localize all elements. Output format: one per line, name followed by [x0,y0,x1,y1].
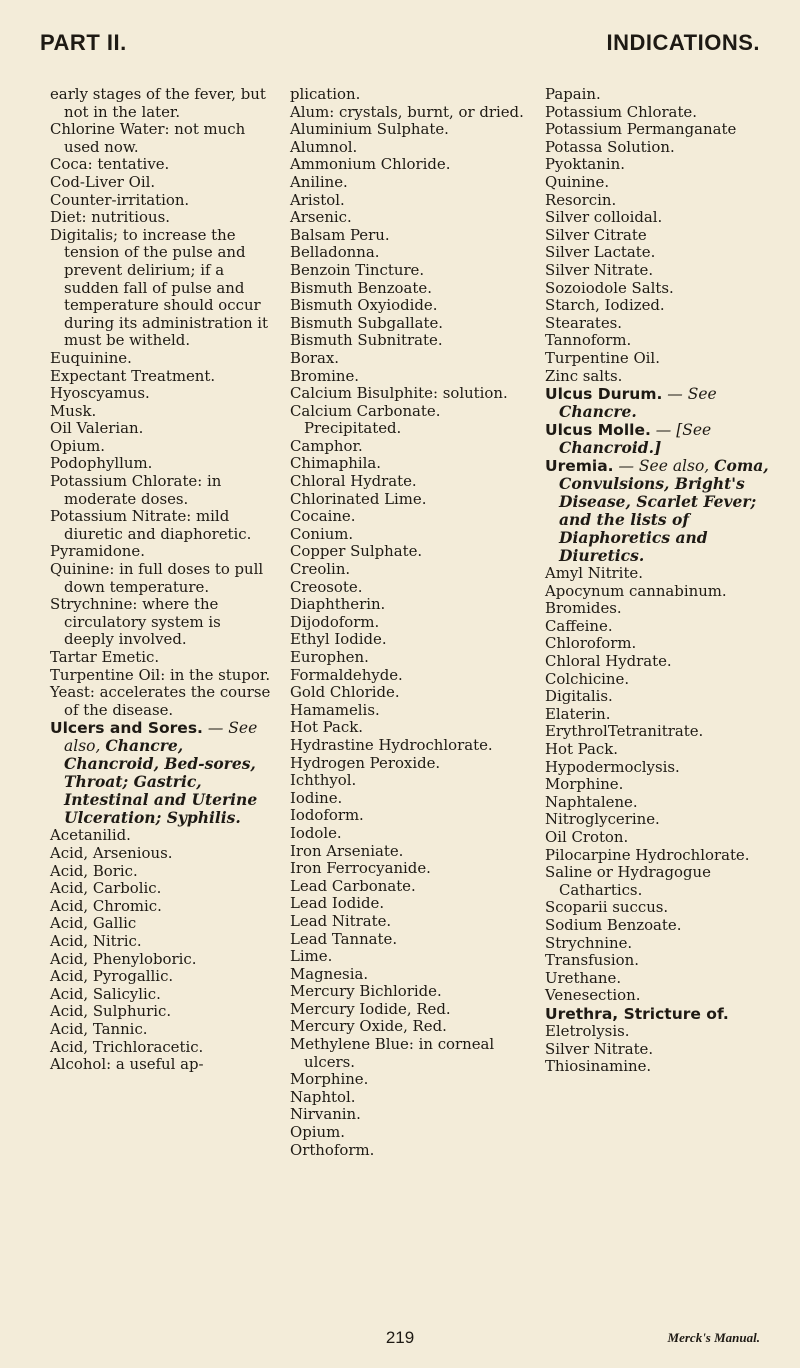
list-entry: Alumnol. [290,137,358,156]
list-entry: Quinine. [545,172,610,191]
list-entry: Ammonium Chloride. [290,155,451,174]
list-entry: Urethane. [545,968,622,987]
list-entry: Camphor. [290,436,363,455]
list-entry: Nirvanin. [290,1105,361,1124]
list-entry: Pyramidone. [50,542,145,561]
see-also: See also, [638,457,715,476]
column-2 [290,86,530,1159]
list-entry: Alcohol: a useful ap- [50,1055,204,1074]
column-1 [50,86,272,1074]
list-entry: Potassium Chlorate. [545,102,697,121]
list-entry: Acid, Carbolic. [50,879,162,898]
list-entry: Calcium Bisulphite: solution. [290,384,508,403]
list-entry: Pilocarpine Hydrochlorate. [545,845,750,864]
list-entry: Strychnine: where the circulatory system is deeply involved. [50,595,221,649]
list-entry: Counter-irritation. [50,190,190,209]
part-heading: PART II. [40,30,127,55]
list-entry: Benzoin Tincture. [290,260,425,279]
list-entry: Ichthyol. [290,771,357,790]
list-entry: Acid, Trichloracetic. [50,1037,204,1056]
urethra-entries [545,1023,770,1076]
list-entry: Transfusion. [545,951,639,970]
list-entry: Acid, Arsenious. [50,843,173,862]
list-entry: Scoparii succus. [545,898,669,917]
list-entry: Chloroform. [545,634,637,653]
list-entry: Gold Chloride. [290,683,400,702]
list-entry: Bismuth Benzoate. [290,278,432,297]
list-entry: Iodoform. [290,806,364,825]
list-entry: Acetanilid. [50,826,131,845]
list-entry: Silver Citrate [545,225,647,244]
list-entry: Aluminium Sulphate. [290,120,449,139]
list-entry: Opium. [290,1123,345,1142]
list-entry: Nitroglycerine. [545,810,660,829]
list-entry: Morphine. [290,1070,369,1089]
list-entry: Sozoiodole Salts. [545,278,674,297]
list-entry: Ethyl Iodide. [290,630,387,649]
list-entry: Bromine. [290,366,360,385]
list-entry: Acid, Sulphuric. [50,1002,172,1021]
list-entry: Naphtol. [290,1087,356,1106]
section-urethra-stricture [545,1005,770,1023]
list-entry: Musk. [50,401,97,420]
list-entry: Copper Sulphate. [290,542,423,561]
list-entry: Eletrolysis. [545,1021,630,1040]
list-entry: Yeast: accelerates the course of the disease. [50,683,271,719]
section-ulcus-durum [545,385,770,421]
list-entry: Hot Pack. [545,740,618,759]
list-entry: Hydrastine Hydrochlorate. [290,735,493,754]
see-ref: See [687,385,717,404]
list-entry: Europhen. [290,648,369,666]
list-entry: Bismuth Subgallate. [290,313,444,332]
list-entry: Cod-Liver Oil. [50,172,156,191]
section-title: Ulcers and Sores. [50,719,203,738]
list-entry: Lead Nitrate. [290,911,392,930]
list-entry: Venesection. [545,986,641,1005]
list-entry: Magnesia. [290,964,369,983]
list-entry: Chloral Hydrate. [545,652,672,671]
list-entry: Saline or Hydragogue Cathartics. [545,863,711,899]
list-entry: Potassium Nitrate: mild diuretic and diaphoretic. [50,507,252,543]
list-entry: Euquinine. [50,348,132,367]
cross-references: Chancre, Chancroid, Bed-sores, Throat; Gastric, Intestinal and Uterine Ulceration; Syphilis. [64,736,258,828]
list-entry: Methylene Blue: in corneal ulcers. [290,1035,495,1071]
list-entry: Arsenic. [290,208,352,227]
list-entry: Bromides. [545,599,622,618]
list-entry: Quinine: in full doses to pull down temperature. [50,560,264,596]
list-entry: Caffeine. [545,616,613,635]
list-entry: Thiosinamine. [545,1057,652,1076]
list-entry: Resorcin. [545,190,617,209]
section-title: Urethra, Stricture of. [545,1004,729,1023]
section-title: Ulcus Durum. [545,385,663,404]
list-entry: Acid, Gallic [50,914,137,933]
list-entry: Sodium Benzoate. [545,915,682,934]
cross-references: Chancroid.] [559,438,662,458]
list-entry: Aristol. [290,190,345,209]
list-entry: Mercury Oxide, Red. [290,1017,447,1036]
section-ulcus-molle [545,421,770,457]
list-entry: Lead Carbonate. [290,876,416,895]
list-entry: Bismuth Oxyiodide. [290,296,438,315]
list-entry: Podophyllum. [50,454,153,473]
list-entry: Acid, Nitric. [50,931,142,950]
list-entry: plication. [290,85,361,103]
list-entry: Bismuth Subnitrate. [290,331,443,350]
list-entry: Pyoktanin. [545,155,625,174]
list-entry: Diaphtherin. [290,595,386,614]
list-entry: Amyl Nitrite. [545,564,643,583]
list-entry: Opium. [50,436,105,455]
section-ulcers-and-sores [50,719,272,827]
list-entry: Chlorine Water: not much used now. [50,120,246,156]
list-entry: Turpentine Oil. [545,348,660,367]
page-number: 219 [385,1328,415,1347]
list-entry: Zinc salts. [545,366,623,385]
list-entry: Aniline. [290,172,348,191]
list-entry: Hamamelis. [290,700,380,719]
list-entry: Naphtalene. [545,792,638,811]
list-entry: Orthoform. [290,1140,375,1159]
list-entry: Chimaphila. [290,454,382,473]
list-entry: Acid, Salicylic. [50,984,161,1003]
list-entry: Diet: nutritious. [50,208,170,227]
list-entry: Calcium Carbonate. Precipitated. [290,401,441,438]
list-entry: Iodole. [290,823,342,842]
list-entry: Hot Pack. [290,718,363,737]
list-entry: Belladonna. [290,243,380,262]
list-entry: Silver colloidal. [545,208,663,227]
section-title: Uremia. [545,457,614,476]
list-entry: Colchicine. [545,669,630,688]
list-entry: Acid, Tannic. [50,1019,148,1038]
list-entry: Silver Nitrate. [545,260,654,279]
list-entry: Silver Nitrate. [545,1039,654,1058]
column-1-entries [50,86,272,719]
list-entry: Lead Tannate. [290,929,398,948]
list-entry: Potassium Permanganate [545,120,737,139]
see-also: See also, [64,719,258,756]
list-entry: Formaldehyde. [290,665,403,684]
list-entry: Lead Iodide. [290,894,385,913]
list-entry: Elaterin. [545,704,611,723]
list-entry: Chloral Hydrate. [290,472,417,491]
list-entry: Iodine. [290,788,343,807]
list-entry: Dijodoform. [290,612,380,631]
column-3 [545,86,770,1076]
ulcers-entries [50,827,272,1073]
column-2-entries [290,86,530,1159]
section-dash: — [613,457,639,476]
list-entry: Tartar Emetic. [50,648,160,666]
list-entry: ErythrolTetranitrate. [545,722,704,741]
section-heading: INDICATIONS. [606,30,760,55]
uremia-entries [545,565,770,1005]
list-entry: Acid, Phenyloboric. [50,949,197,968]
list-entry: Hydrogen Peroxide. [290,753,441,772]
list-entry: Digitalis. [545,687,613,706]
list-entry: early stages of the fever, but not in the later. [50,85,266,121]
list-entry: Mercury Iodide, Red. [290,999,451,1018]
list-entry: Silver Lactate. [545,243,656,262]
list-entry: Balsam Peru. [290,225,390,244]
list-entry: Iron Arseniate. [290,841,404,860]
list-entry: Digitalis; to increase the tension of the pulse and prevent delirium; if a sudden fall of pulse and temperature should occur during its administration it must be witheld. [50,225,269,350]
section-uremia [545,457,770,565]
list-entry: Acid, Boric. [50,861,138,880]
list-entry: Coca: tentative. [50,155,170,174]
publication-tag: Merck's Manual. [667,1330,760,1345]
list-entry: Papain. [545,85,601,103]
section-dash: — [650,421,677,440]
list-entry: Expectant Treatment. [50,366,216,385]
list-entry: Morphine. [545,775,624,794]
list-entry: Potassa Solution. [545,137,675,156]
list-entry: Apocynum cannabinum. [545,581,727,600]
list-entry: Alum: crystals, burnt, or dried. [290,102,524,121]
list-entry: Hypodermoclysis. [545,757,680,776]
column-3-entries [545,86,770,385]
list-entry: Creolin. [290,560,351,579]
cross-references: Chancre. [559,402,637,422]
list-entry: Acid, Pyrogallic. [50,967,174,986]
see-ref: [See [676,421,712,440]
list-entry: Hyoscyamus. [50,384,150,403]
section-title: Ulcus Molle. [545,421,651,440]
list-entry: Borax. [290,348,340,367]
list-entry: Potassium Chlorate: in moderate doses. [50,472,222,508]
list-entry: Acid, Chromic. [50,896,162,915]
cross-references: Coma, Convulsions, Bright's Disease, Scarlet Fever; and the lists of Diaphoretics and Diuretics. [559,456,769,566]
list-entry: Strychnine. [545,933,633,952]
list-entry: Cocaine. [290,507,356,526]
list-entry: Starch, Iodized. [545,296,665,315]
section-dash: — [202,719,229,738]
list-entry: Mercury Bichloride. [290,982,442,1001]
list-entry: Lime. [290,947,333,966]
list-entry: Creosote. [290,577,363,596]
list-entry: Stearates. [545,313,623,332]
list-entry: Oil Croton. [545,828,629,846]
list-entry: Oil Valerian. [50,419,144,438]
list-entry: Chlorinated Lime. [290,489,427,508]
list-entry: Tannoform. [545,331,632,350]
list-entry: Iron Ferrocyanide. [290,859,431,878]
section-dash: — [662,385,688,404]
list-entry: Conium. [290,524,354,543]
list-entry: Turpentine Oil: in the stupor. [50,665,271,684]
